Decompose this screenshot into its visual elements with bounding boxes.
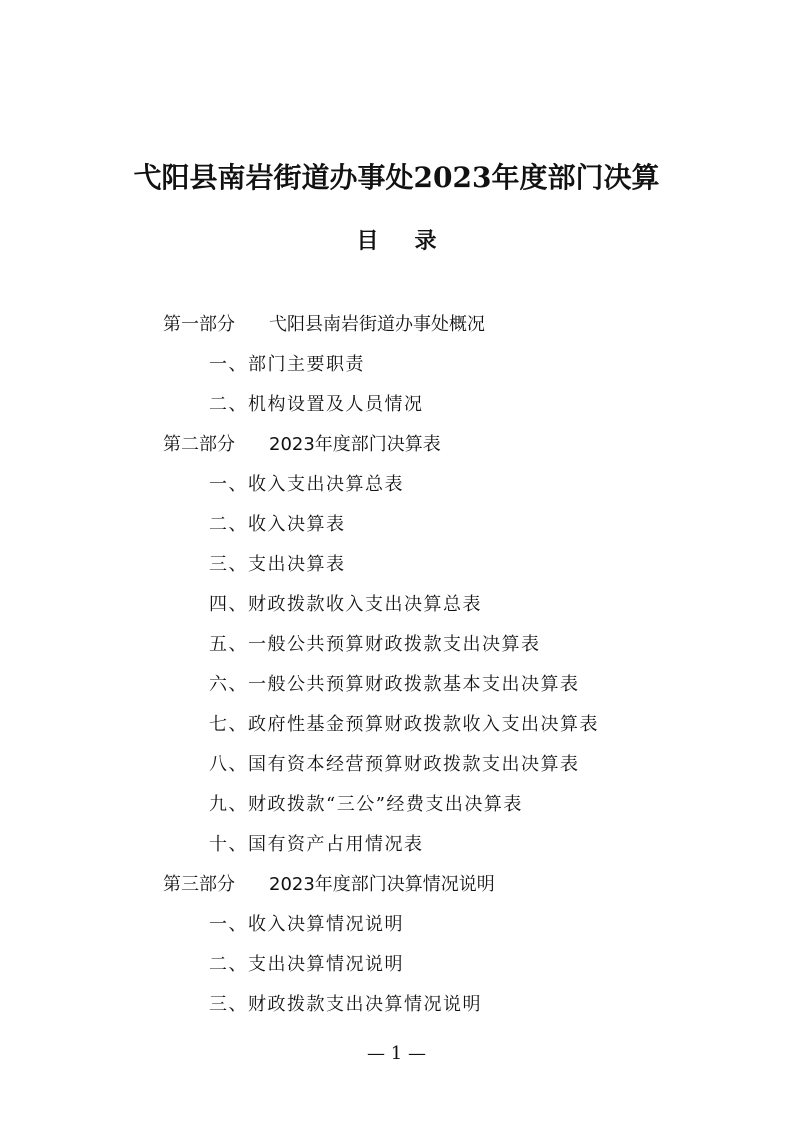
toc-item: 五、一般公共预算财政拨款支出决算表 [209,634,541,655]
table-of-contents [163,305,683,1025]
toc-part-2 [163,425,683,465]
toc-item: 四、财政拨款收入支出决算总表 [209,594,482,615]
toc-item: 九、财政拨款“三公”经费支出决算表 [209,794,523,815]
toc-item: 八、国有资本经营预算财政拨款支出决算表 [209,754,580,775]
document-title: 弋阳县南岩街道办事处2023年度部门决算 [133,160,660,194]
page-number: — 1 — [367,1043,426,1064]
toc-part-3 [163,865,683,905]
toc-item: 二、收入决算表 [209,514,346,535]
toc-item: 二、机构设置及人员情况 [209,394,424,415]
toc-item: 十、国有资产占用情况表 [209,834,424,855]
toc-item: 六、一般公共预算财政拨款基本支出决算表 [209,674,580,695]
toc-part-label: 第一部分 [163,314,235,335]
toc-item: 三、财政拨款支出决算情况说明 [209,994,482,1015]
toc-item: 七、政府性基金预算财政拨款收入支出决算表 [209,714,599,735]
toc-part-1 [163,305,683,345]
toc-item: 二、支出决算情况说明 [209,954,404,975]
toc-part-title: 2023年度部门决算情况说明 [269,874,495,895]
toc-item: 一、收入决算情况说明 [209,914,404,935]
toc-item: 一、收入支出决算总表 [209,474,404,495]
toc-part-title: 弋阳县南岩街道办事处概况 [269,314,485,335]
toc-item: 三、支出决算表 [209,554,346,575]
toc-part-label: 第二部分 [163,434,235,455]
toc-heading: 目录 [356,229,473,254]
toc-part-label: 第三部分 [163,874,235,895]
toc-part-title: 2023年度部门决算表 [269,434,441,455]
toc-item: 一、部门主要职责 [209,354,365,375]
